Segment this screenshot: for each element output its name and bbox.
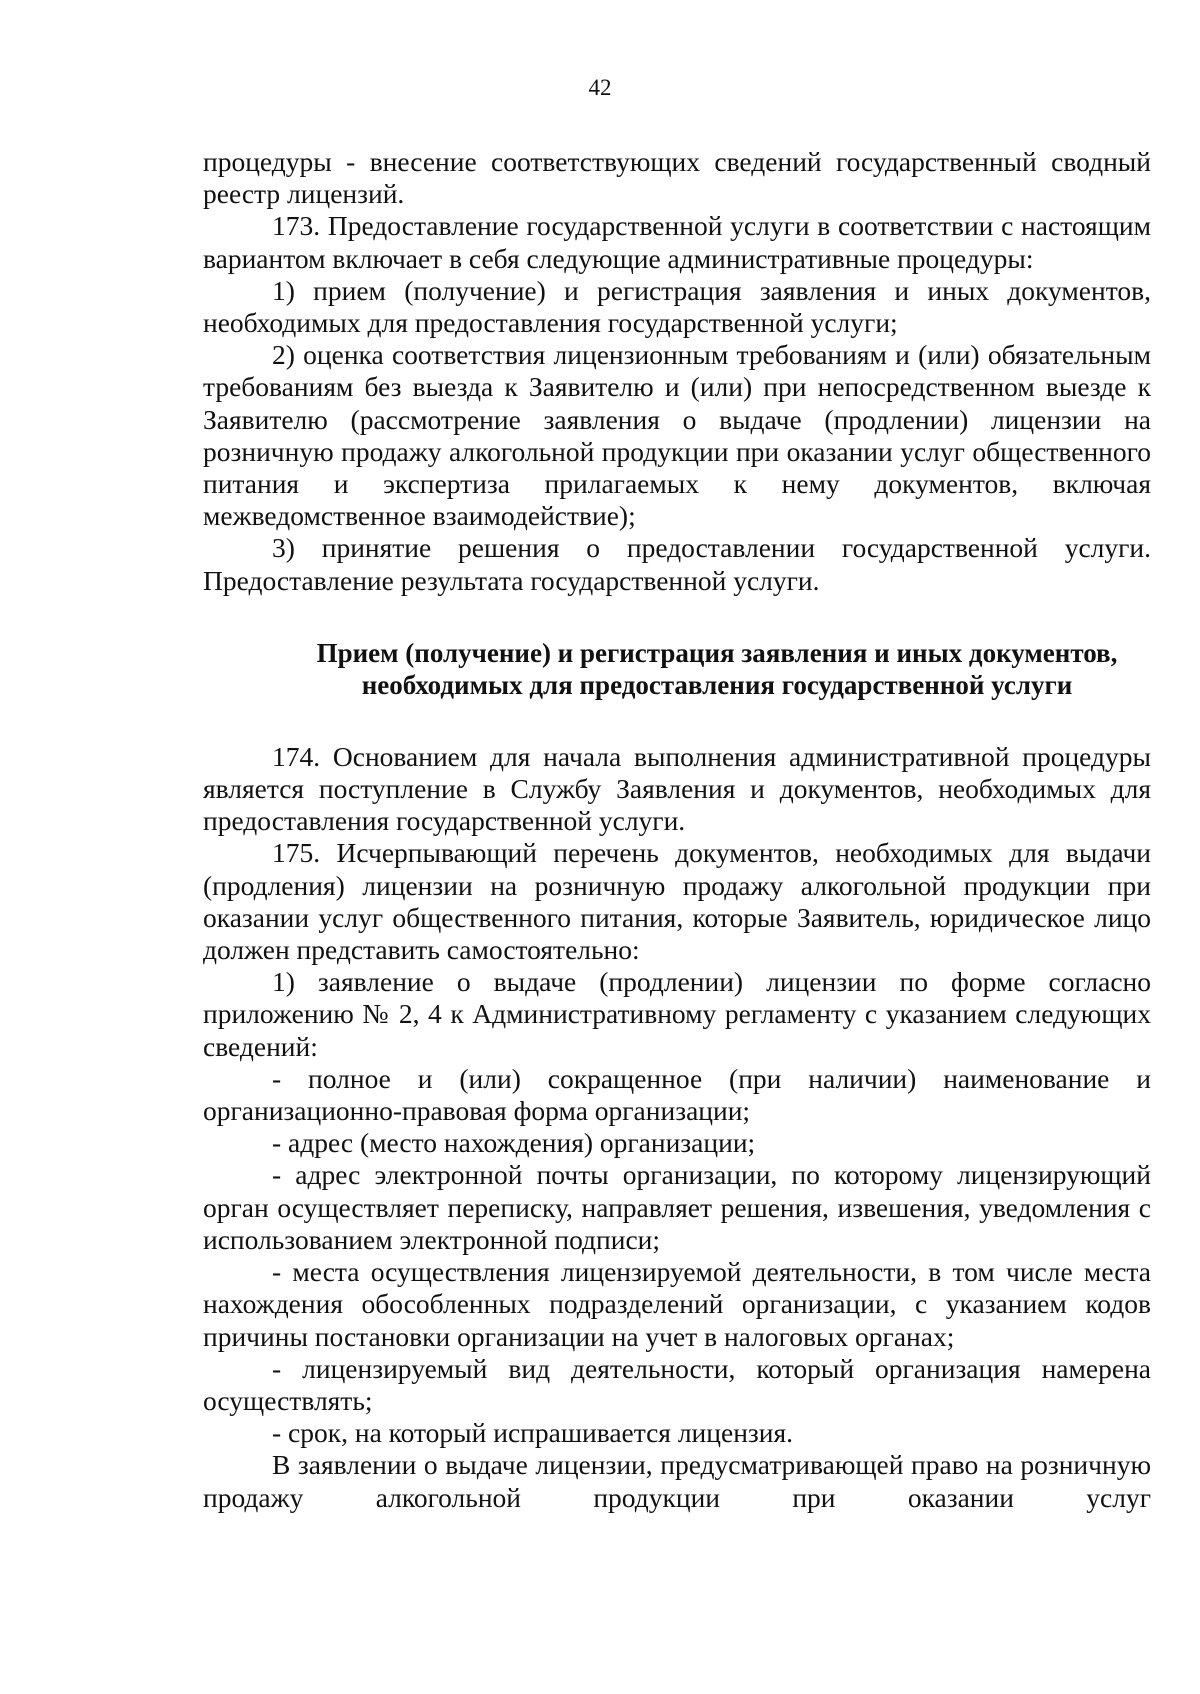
section-heading-line-2: необходимых для предоставления государственной услуги [361, 669, 1073, 700]
bullet-item-term: - срок, на который испрашивается лицензия. [272, 1417, 794, 1449]
section-heading-line-1: Прием (получение) и регистрация заявления и иных документов, [316, 637, 1118, 668]
list-item-3: 3) принятие решения о предоставлении государственной услуги. Предоставление результата государственной услуги. [203, 532, 1151, 596]
list-item-1: 1) прием (получение) и регистрация заявления и иных документов, необходимых для предоставления государственной услуги; [203, 274, 1151, 339]
section-heading [203, 637, 1151, 701]
page-number: 42 [588, 75, 612, 100]
paragraph-173: 173. Предоставление государственной услуги в соответствии с настоящим вариантом включает в себя следующие административные процедуры: [203, 210, 1151, 274]
paragraph-continuation: процедуры - внесение соответствующих сведений государственный сводный реестр лицензий. [203, 146, 1151, 210]
bullet-item-email: - адрес электронной почты организации, по которому лицензирующий орган осуществляет переписку, направляет решения, извешения, уведомления с использованием электронной подписи; [203, 1159, 1151, 1255]
paragraph-174: 174. Основанием для начала выполнения административной процедуры является поступление в Службу Заявления и документов, необходимых для предоставления государственной услуги. [203, 740, 1151, 837]
bullet-item-locations: - места осуществления лицензируемой деятельности, в том числе места нахождения обособленных подразделений организации, с указанием кодов причины постановки организации на учет в налоговых органах; [203, 1256, 1151, 1352]
list-item-2: 2) оценка соответствия лицензионным требованиям и (или) обязательным требованиям без выезда к Заявителю и (или) при непосредственном выезде к Заявителю (рассмотрение заявления о выдаче (продлении) лицензии на розничную продажу алкогольной продукции при оказании услуг общественного питания и экспертиза прилагаемых к нему документов, включая межведомственное взаимодействие); [203, 339, 1151, 532]
bullet-item-name: - полное и (или) сокращенное (при наличии) наименование и организационно-правовая форма организации; [203, 1062, 1151, 1127]
paragraph-application-note: В заявлении о выдаче лицензии, предусматривающей право на розничную продажу алкогольной продукции при оказании услуг [203, 1449, 1151, 1513]
bullet-item-activity: - лицензируемый вид деятельности, который организация намерена осуществлять; [203, 1352, 1151, 1416]
spacer [203, 597, 1151, 637]
paragraph-175: 175. Исчерпывающий перечень документов, необходимых для выдачи (продления) лицензии на розничную продажу алкогольной продукции при оказании услуг общественного питания, которые Заявитель, юридическое лицо должен представить самостоятельно: [203, 837, 1151, 966]
document-body [203, 146, 1151, 1514]
list-item-application: 1) заявление о выдаче (продлении) лицензии по форме согласно приложению № 2, 4 к Административному регламенту с указанием следующих сведений: [203, 966, 1151, 1062]
spacer [203, 701, 1151, 741]
bullet-item-address: - адрес (место нахождения) организации; [272, 1127, 756, 1159]
